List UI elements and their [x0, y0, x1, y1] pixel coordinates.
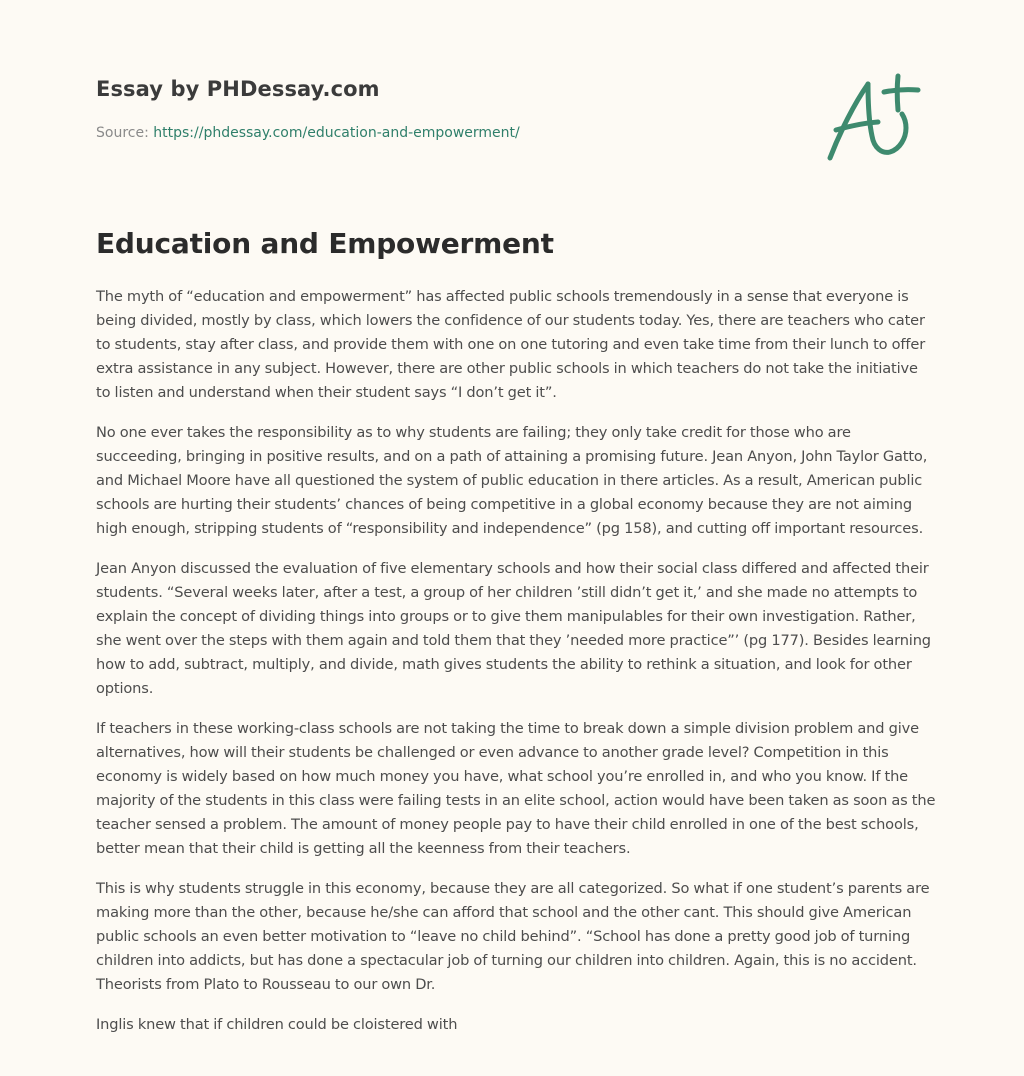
site-header	[96, 0, 928, 200]
essay-paragraph: If teachers in these working-class schools are not taking the time to break down a simple division problem and give alternatives, how will their students be challenged or even advance to another grade level? Competition in this economy is widely based on how much money you have, what school you’re enrolled in, and who you know. If the majority of the students in this class were failing tests in an elite school, action would have been taken as soon as the teacher sensed a problem. The amount of money people pay to have their child enrolled in one of the best schools, better mean that their child is getting all the keenness from their teachers.	[96, 720, 936, 857]
source-link[interactable]: https://phdessay.com/education-and-empowerment/	[153, 125, 520, 141]
essay-paragraph: No one ever takes the responsibility as to why students are failing; they only take credit for those who are succeeding, bringing in positive results, and on a path of attaining a promising future. Jean Anyon, John Taylor Gatto, and Michael Moore have all questioned the system of public education in there articles. As a result, American public schools are hurting their students’ chances of being competitive in a global economy because they are not aiming high enough, stripping students of “responsibility and independence” (pg 158), and cutting off important resources.	[96, 424, 928, 537]
essay-paragraph: The myth of “education and empowerment” has affected public schools tremendously in a sense that everyone is being divided, mostly by class, which lowers the confidence of our students today. Yes, there are teachers who cater to students, stay after class, and provide them with one on one tutoring and even take time from their lunch to offer extra assistance in any subject. However, there are other public schools in which teachers do not take the initiative to listen and understand when their student says “I don’t get it”.	[96, 288, 926, 401]
essay-paragraph: Inglis knew that if children could be cloistered with	[96, 1016, 458, 1033]
source-label: Source:	[96, 125, 149, 141]
essay-paragraph: This is why students struggle in this economy, because they are all categorized. So what if one student’s parents are making more than the other, because he/she can afford that school and the other cant. This should give American public schools an even better motivation to “leave no child behind”. “School has done a pretty good job of turning children into addicts, but has done a spectacular job of turning our children into children. Again, this is no accident. Theorists from Plato to Rousseau to our own Dr.	[96, 880, 930, 993]
essay-body	[96, 285, 936, 1053]
source-line	[96, 125, 520, 141]
essay-paragraph: Jean Anyon discussed the evaluation of five elementary schools and how their social class differed and affected their students. “Several weeks later, after a test, a group of her children ’still didn’t get it,’ and she made no attempts to explain the concept of dividing things into groups or to give them manipulables for their own investigation. Rather, she went over the steps with them again and told them that they ’needed more practice”’ (pg 177). Besides learning how to add, subtract, multiply, and divide, math gives students the ability to rethink a situation, and look for other options.	[96, 560, 931, 697]
a-plus-logo-icon	[824, 70, 924, 165]
page	[96, 0, 936, 1033]
essay-title: Education and Empowerment	[96, 227, 554, 260]
site-title: Essay by PHDessay.com	[96, 77, 380, 101]
